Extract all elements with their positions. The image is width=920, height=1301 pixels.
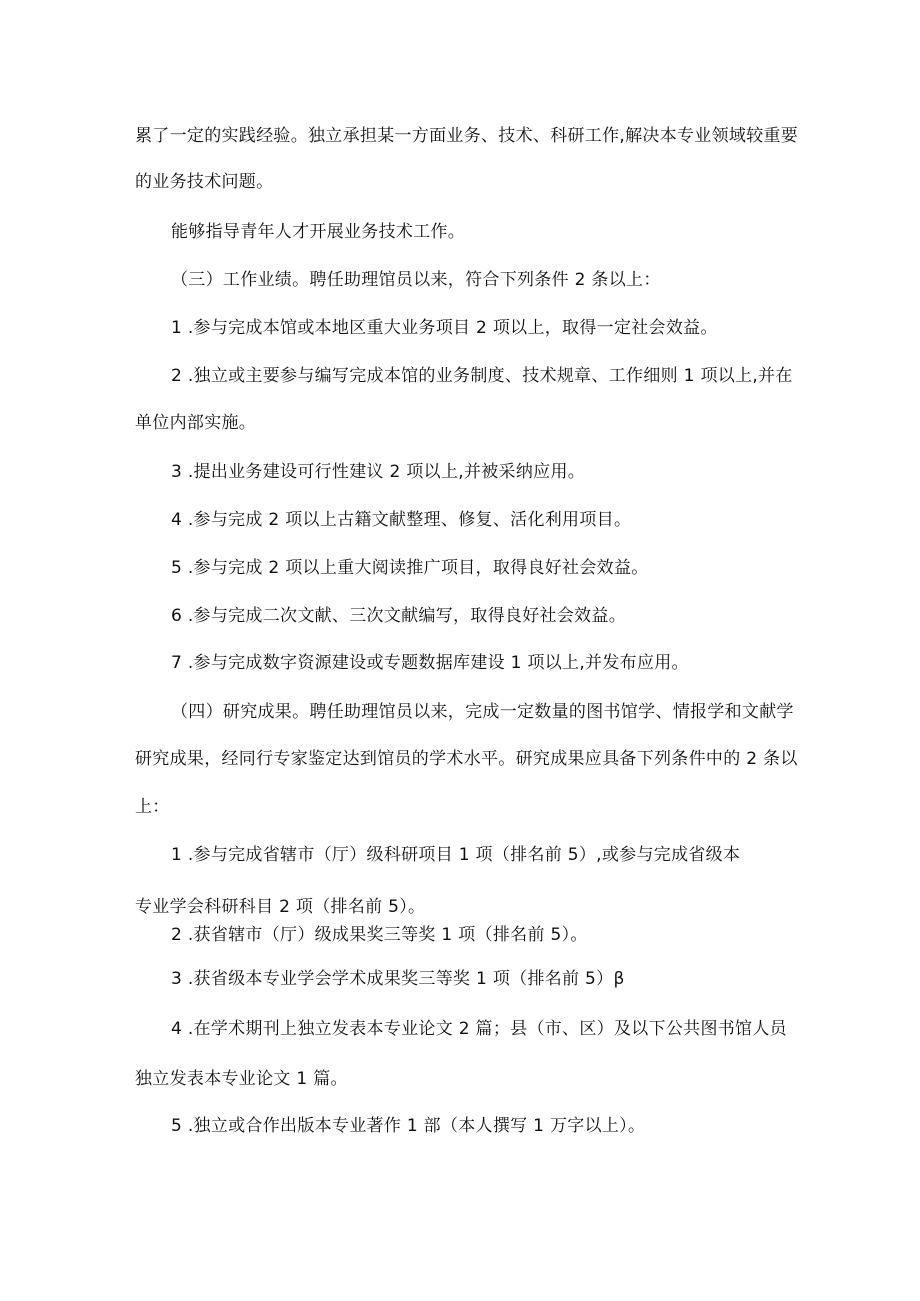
paragraph-line: 研究成果，经同行专家鉴定达到馆员的学术水平。研究成果应具备下列条件中的 2 条以 [135, 749, 798, 769]
paragraph-line: 的业务技术问题。 [135, 172, 274, 192]
list-item: 5 .参与完成 2 项以上重大阅读推广项目，取得良好社会效益。 [171, 558, 649, 578]
list-item: 3 .获省级本专业学会学术成果奖三等奖 1 项（排名前 5）β [171, 969, 625, 989]
list-item: 1 .参与完成本馆或本地区重大业务项目 2 项以上，取得一定社会效益。 [171, 318, 718, 338]
list-item-continuation: 专业学会科研科目 2 项（排名前 5）。 [135, 897, 426, 917]
section-heading-work-performance: （三）工作业绩。聘任助理馆员以来，符合下列条件 2 条以上： [171, 270, 661, 290]
list-item: 7 .参与完成数字资源建设或专题数据库建设 1 项以上,并发布应用。 [171, 653, 689, 673]
list-item-continuation: 单位内部实施。 [135, 413, 257, 433]
list-item-continuation: 独立发表本专业论文 1 篇。 [135, 1069, 348, 1089]
list-item: 4 .参与完成 2 项以上古籍文献整理、修复、活化利用项目。 [171, 510, 632, 530]
list-item: 2 .获省辖市（厅）级成果奖三等奖 1 项（排名前 5）。 [171, 925, 588, 945]
paragraph-line: 上： [135, 797, 170, 817]
paragraph-line: 能够指导青年人才开展业务技术工作。 [171, 222, 466, 242]
paragraph-line: 累了一定的实践经验。独立承担某一方面业务、技术、科研工作,解决本专业领域较重要 [135, 126, 799, 146]
list-item: 2 .独立或主要参与编写完成本馆的业务制度、技术规章、工作细则 1 项以上,并在 [171, 366, 793, 386]
list-item: 6 .参与完成二次文献、三次文献编写，取得良好社会效益。 [171, 606, 627, 626]
section-heading-research-results: （四）研究成果。聘任助理馆员以来，完成一定数量的图书馆学、情报学和文献学 [171, 702, 794, 722]
list-item: 3 .提出业务建设可行性建议 2 项以上,并被采纳应用。 [171, 462, 586, 482]
list-item: 4 .在学术期刊上独立发表本专业论文 2 篇；县（市、区）及以下公共图书馆人员 [171, 1019, 787, 1039]
list-item: 5 .独立或合作出版本专业著作 1 部（本人撰写 1 万字以上）。 [171, 1116, 646, 1136]
list-item: 1 .参与完成省辖市（厅）级科研项目 1 项（排名前 5）,或参与完成省级本 [171, 845, 741, 865]
